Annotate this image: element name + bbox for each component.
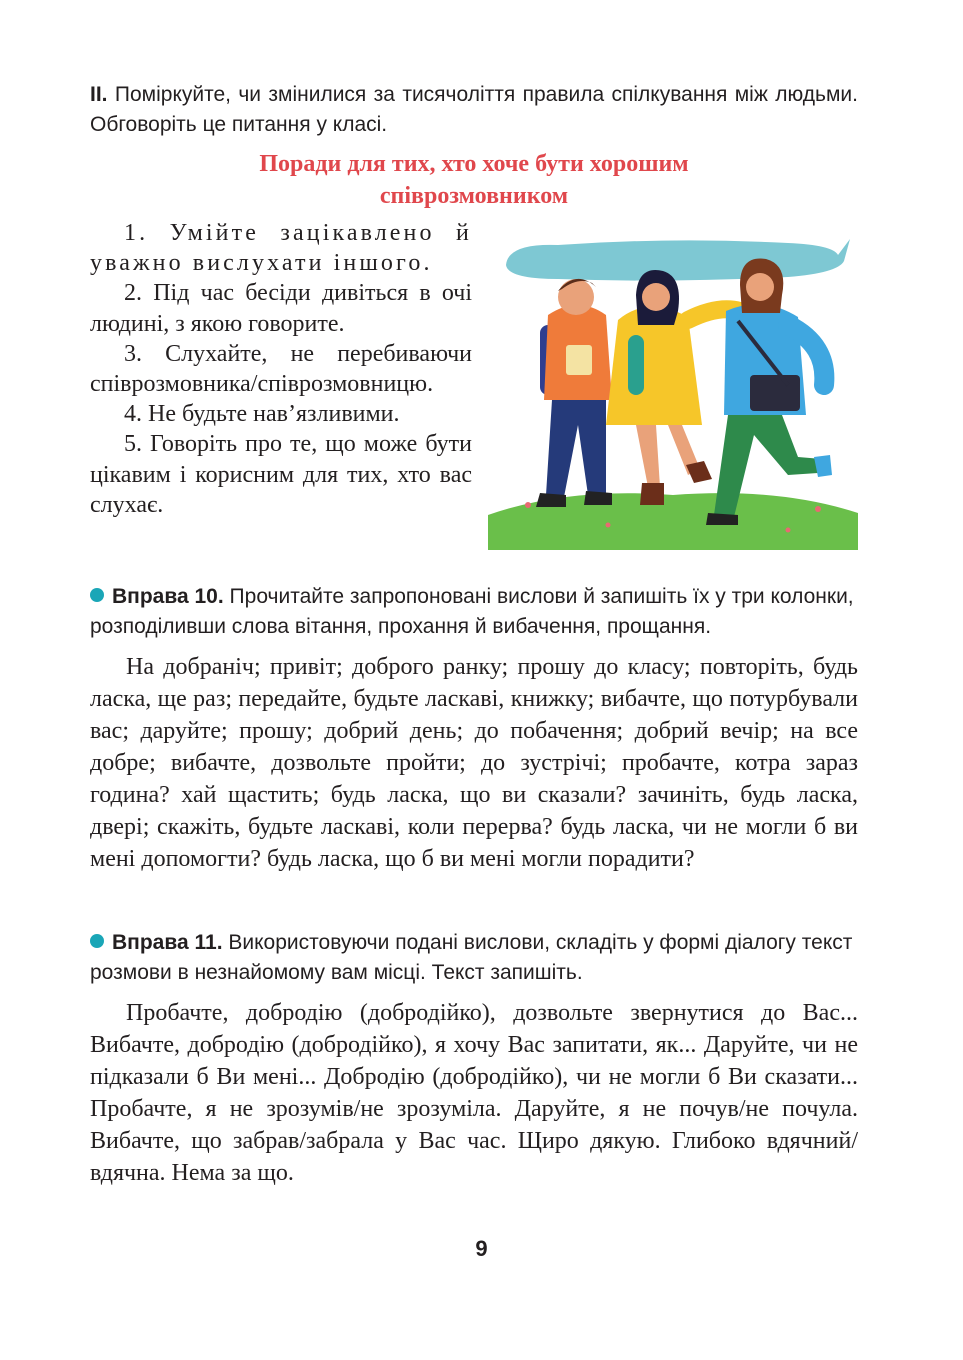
tips-title	[90, 148, 858, 212]
bullet-icon	[90, 588, 104, 602]
tip-item: 4. Не будьте нав’язливими.	[124, 401, 400, 428]
tip-item: 3. Слухайте, не перебиваючи співрозмовника/співрозмовницю.	[90, 340, 472, 398]
girl-figure	[606, 270, 740, 505]
tips-title-line2: співрозмовником	[379, 183, 569, 209]
exercise-10-header	[90, 582, 860, 642]
page-number: 9	[475, 1236, 488, 1261]
tips-list	[90, 218, 472, 520]
bullet-icon	[90, 934, 104, 948]
friends-illustration	[488, 225, 858, 550]
tip-item: 5. Говоріть про те, що може бути цікавим і корисним для тих, хто вас слухає.	[90, 431, 472, 518]
exercise-11-label: Вправа 11.	[112, 931, 223, 954]
tips-title-line1: Поради для тих, хто хоче бути хорошим	[259, 151, 689, 177]
intro-text: Поміркуйте, чи змінилися за тисячоліття правила спілкування між людьми. Обговоріть це питання у класі.	[90, 83, 858, 136]
exercise-10-text: На добраніч; привіт; доброго ранку; прошу до класу; повторіть, будь ласка, ще раз; передайте, будьте ласкаві, книжку; вибачте, що потурбували вас; даруйте; прошу; добрий день; до побачення; добрий вечір; на все добре; вибачте, дозвольте пройти; до зустрічі; пробачте, котра зараз година? хай щастить; будь ласка, що ви сказали? зачиніть, будь ласка, двері; скажіть, будьте ласкаві, коли перерва? будь ласка, чи не могли б ви мені допомогти? будь ласка, що б ви мені могли порадити?	[90, 654, 858, 872]
tip-item: 1. Умійте зацікавлено й уважно вислухати іншого.	[90, 220, 472, 277]
exercise-11-header	[90, 928, 860, 988]
exercise-10-label: Вправа 10.	[112, 585, 224, 608]
speech-cloud	[506, 239, 850, 281]
woman-figure	[706, 259, 832, 525]
exercise-11-instruction: Використовуючи подані вислови, складіть у формі діалогу текст розмови в незнайомому вам місці. Текст запишіть.	[90, 931, 853, 984]
exercise-10-instruction: Прочитайте запропоновані вислови й запишіть їх у три колонки, розподіливши слова вітання, прохання й вибачення, прощання.	[90, 585, 854, 638]
intro-label: II.	[90, 83, 108, 106]
tip-item: 2. Під час бесіди дивіться в очі людині, з якою говорите.	[90, 280, 472, 337]
exercise-11-text: Пробачте, добродію (добродійко), дозвольте звернутися до Вас... Вибачте, добродію (добродійко), я хочу Вас запитати, як... Даруйте, чи не підказали б Ви мені... Добродію (добродійко), чи не могли б Ви сказати... Пробачте, я не зрозумів/не зрозуміла. Даруйте, я не почув/не почула. Вибачте, що забрав/забрала у Вас час. Щиро дякую. Глибоко вдячний/вдячна. Нема за що.	[90, 1000, 858, 1186]
boy-figure	[536, 279, 612, 507]
intro-question	[90, 80, 858, 140]
